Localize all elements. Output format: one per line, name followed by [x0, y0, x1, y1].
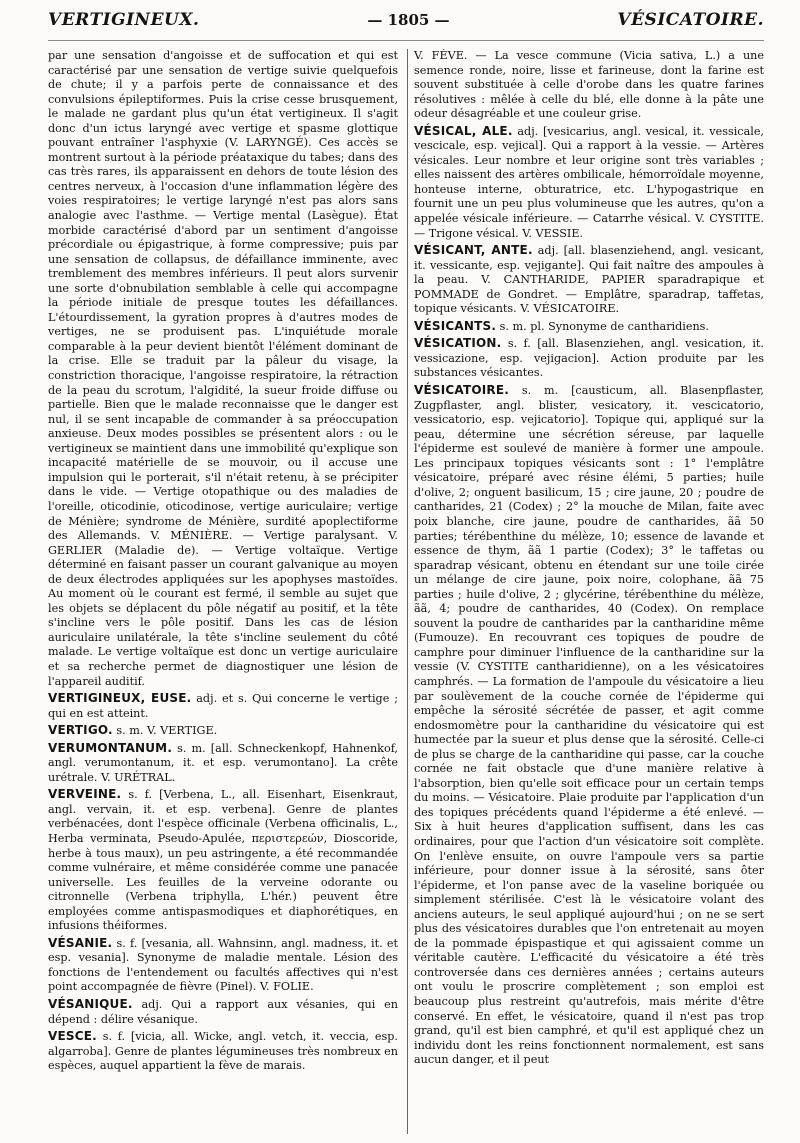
entry-vesicatoire	[414, 383, 764, 1068]
header-right-guideword: VÉSICATOIRE.	[617, 10, 764, 30]
headword: VÉSICANTS.	[414, 318, 497, 333]
column-divider	[407, 49, 408, 1134]
definition: s. m. [causticum, all. Blasenpflaster, Zugpflaster, angl. blister, vesicatory, it. vescicatorio, vessicatorio, esp. vejicatorio]. Topique qui, appliqué sur la peau, détermine une sécrétion séreuse, par laquelle l'épiderme est soulevé de manière à former une ampoule. Les principaux topiques vésicants sont : 1° l'emplâtre vésicatoire, préparé avec résine élémi, 5 parties; huile d'olive, 2; onguent basilicum, 15 ; cire jaune, 20 ; poudre de cantharides, 21 (Codex) ; 2° la mouche de Milan, faite avec poix blanche, cire jaune, poudre de cantharides, ãã 50 parties; térébenthine du mélèze, 10; essence de lavande et essence de thym, ãã 1 partie (Codex); 3° le taffetas ou sparadrap vésicant, obtenu en étendant sur une toile cirée un mélange de cire jaune, poix noire, colophane, ãã 75 parties ; huile d'olive, 2 ; glycérine, térébenthine du mélèze, ãã, 4; poudre de cantharides, 40 (Codex). On remplace souvent la poudre de cantharides par la cantharidine même (Fumouze). En recouvrant ces topiques de poudre de camphre pour diminuer l'influence de la cantharidine sur la vessie (V. CYSTITE cantharidienne), on a les vésicatoires camphrés. — La formation de l'ampoule du vésicatoire a lieu par soulèvement de la couche cornée de l'épiderme qui empêche la sérosité sécrétée de passer, et agit comme endosmomètre pour la cantharidine du vésicatoire qui est humectée par la sueur et plus dense que la sérosité. Celle-ci de plus se charge de la cantharidine qui passe, car la couche cornée ne fait obstacle que d'une manière relative à l'absorption, bien qu'elle soit efficace pour un certain temps du moins. — Vésicatoire. Plaie produite par l'application d'un des topiques précédents quand l'épiderme a été enlevé. — Six à huit heures d'application suffisent, dans les cas ordinaires, pour que l'action d'un vésicatoire soit complète. On l'enlève ensuite, on ouvre l'ampoule vers sa partie inférieure, pour donner issue à la sérosité, sans ôter l'épiderme, et l'on panse avec de la vaseline boriquée ou simplement stérilisée. C'est là le vésicatoire volant des anciens auteurs, le seul appliqué aujourd'hui ; on ne se sert plus des vésicatoires durables que l'on entretenait au moyen de la pommade épispastique et qui agissaient comme un véritable cautère. L'efficacité du vésicatoire a été très controversée dans ces dernières années ; certains auteurs ont voulu le proscrire complètement ; son emploi est beaucoup plus restreint qu'autrefois, mais mérite d'être conservé. En effet, le vésicatoire, quand il n'est pas trop grand, qu'il est bien camphré, et qu'il est appliqué chez un individu dont les reins fonctionnent normalement, est sans aucun danger, et il peut	[414, 384, 764, 1067]
running-header	[48, 10, 764, 41]
headword: VÉSICATOIRE.	[414, 383, 510, 398]
two-column-body	[48, 49, 764, 1134]
headword: VÉSICATION.	[414, 336, 502, 351]
headword: VERVEINE.	[48, 787, 122, 802]
continued-entry-text: par une sensation d'angoisse et de suffocation et qui est caractérisé par une sensation de vertige suivie quelquefois de chute; il y a parfois perte de connaissance et des convulsions épileptiformes. Puis la crise cesse brusquement, le malade ne gardant plus qu'un état vertigineux. Il s'agit donc d'un ictus laryngé avec vertige et spasme glottique pouvant entraîner l'asphyxie (V. LARYNGÉ). Ces accès se montrent surtout à la période préataxique du tabes; dans des cas très rares, ils apparaissent en dehors de toute lésion des centres nerveux, à l'occasion d'une inflammation légère des voies respiratoires; le vertige laryngé n'est pas alors sans analogie avec l'asthme. — Vertige mental (Lasègue). État morbide caractérisé d'abord par un sentiment d'angoisse précordiale ou épigastrique, à forme compressive; puis par une sensation de collapsus, de défaillance imminente, avec tremblement des membres inférieurs. Il peut alors survenir une sorte d'obnubilation semblable à celle qui accompagne la période initiale de presque toutes les défaillances. L'étourdissement, la gyration propres à d'autres modes de vertiges, ne se produisent pas. L'inquiétude morale comparable à la peur devient bientôt l'élément dominant de la crise. Elle se traduit par la pâleur du visage, la constriction thoracique, l'angoisse respiratoire, la rétraction de la peau du scrotum, l'algidité, la sueur froide diffuse ou partielle. Bien que le malade reconnaisse que le danger est nul, il se sent incapable de commander à sa préoccupation anxieuse. Deux modes possibles se présentent alors : ou le vertigineux se maintient dans une immobilité qu'explique son incapacité matérielle de se mouvoir, ou il accuse une impulsion qui le porterait, s'il n'était retenu, à se précipiter dans le vide. — Vertige otopathique ou des maladies de l'oreille, oticodinie, oticodinose, vertige auriculaire; vertige de Ménière; syndrome de Ménière, surdité apoplectiforme des Allemands. V. MÉNIÈRE. — Vertige paralysant. V. GERLIER (Maladie de). — Vertige voltaïque. Vertige déterminé en faisant passer un courant galvanique au moyen de deux électrodes appliquées sur les apophyses mastoïdes. Au moment où le courant est fermé, il semble au sujet que les objets se déplacent du pôle négatif au positif, et la tête s'incline vers le pôle positif. Dans les cas de lésion auriculaire unilatérale, la tête s'incline seulement du côté malade. Le vertige voltaïque est donc un vertige auriculaire et sa recherche permet de diagnostiquer une lésion de l'appareil auditif.	[48, 49, 398, 688]
definition: s. f. [vesania, all. Wahnsinn, angl. madness, it. et esp. vesania]. Synonyme de maladie mentale. Lésion des fonctions de l'entendement ou facultés affectives qui n'est point accompagnée de fièvre (Pinel). V. FOLIE.	[48, 936, 398, 994]
definition: s. f. [vicia, all. Wicke, angl. vetch, it. veccia, esp. algarroba]. Genre de plantes légumineuses très nombreux en espèces, auquel appartient la fève de marais.	[48, 1030, 398, 1073]
definition: s. m. V. VERTIGE.	[112, 724, 218, 738]
continued-entry-text: V. FÈVE. — La vesce commune (Vicia sativa, L.) a une semence ronde, noire, lisse et farineuse, dont la farine est souvent substituée à celle d'orobe dans les quatre farines résolutives : mêlée à celle du blé, elle donne à la pâte une odeur désagréable et une couleur grise.	[414, 49, 764, 121]
entry-vesce	[48, 1029, 398, 1074]
headword: VERTIGINEUX, EUSE.	[48, 691, 192, 706]
definition: adj. Qui a rapport aux vésanies, qui en dépend : délire vésanique.	[48, 998, 398, 1026]
headword: VERUMONTANUM.	[48, 740, 173, 755]
left-column	[48, 49, 405, 1134]
entry-vesanique	[48, 997, 398, 1027]
headword: VESCE.	[48, 1029, 97, 1044]
definition: s. m. pl. Synonyme de cantharidiens.	[496, 319, 709, 333]
headword: VÉSICANT, ANTE.	[414, 243, 533, 258]
header-left-guideword: VERTIGINEUX.	[48, 10, 200, 30]
right-column	[405, 49, 764, 1134]
headword: VÉSANIE.	[48, 935, 113, 950]
definition: adj. [all. blasenziehend, angl. vesicant, it. vessicante, esp. vejigante]. Qui fait naître des ampoules à la peau. V. CANTHARIDE, PAPIER sparadrapique et POMMADE de Gondret. — Emplâtre, sparadrap, taffetas, topique vésicants. V. VÉSICATOIRE.	[414, 244, 764, 316]
page-number: — 1805 —	[367, 11, 450, 29]
headword: VERTIGO.	[48, 723, 113, 738]
definition: adj. [vesicarius, angl. vesical, it. vessicale, vescicale, esp. vejical]. Qui a rapport à la vessie. — Artères vésicales. Leur nombre et leur origine sont très variables ; elles naissent des artères ombilicale, hémorroïdale moyenne, honteuse interne, obturatrice, etc. L'hypogastrique en fournit une un peu plus volumineuse que les autres, qu'on a appelée vésicale inférieure. — Catarrhe vésical. V. CYSTITE. — Trigone vésical. V. VESSIE.	[414, 124, 764, 240]
entry-vesication	[414, 336, 764, 381]
definition: adj. et s. Qui concerne le vertige ; qui en est atteint.	[48, 692, 398, 720]
definition: s. f. [Verbena, L., all. Eisenhart, Eisenkraut, angl. vervain, it. et esp. verbena]. Genre de plantes verbénacées, dont l'espèce officinale (Verbena officinalis, L., Herba verminata, Pseudo-Apulée, περιστερεών, Dioscoride, herbe à tous maux), un peu astringente, a été recommandée comme vulnéraire, et même considérée comme une panacée universelle. Les feuilles de la verveine odorante ou citronnelle (Verbena triphylla, L'hér.) peuvent être employées comme antispasmodiques et diaphorétiques, en infusions théiformes.	[48, 788, 398, 933]
definition: s. m. [all. Schneckenkopf, Hahnenkof, angl. verumontanum, it. et esp. verumontano]. La crête urétrale. V. URÉTRAL.	[48, 741, 398, 784]
entry-vesicants	[414, 319, 764, 335]
entry-vertigineux	[48, 691, 398, 721]
headword: VÉSANIQUE.	[48, 997, 133, 1011]
entry-vesanie	[48, 936, 398, 995]
definition: s. f. [all. Blasenziehen, angl. vesication, it. vessicazione, esp. vejigacion]. Action produite par les substances vésicantes.	[414, 337, 764, 380]
entry-vesicant	[414, 243, 764, 317]
headword: VÉSICAL, ALE.	[414, 123, 513, 138]
entry-verumontanum	[48, 741, 398, 786]
entry-vertigo	[48, 723, 398, 739]
entry-verveine	[48, 787, 398, 933]
entry-vesical	[414, 124, 764, 241]
